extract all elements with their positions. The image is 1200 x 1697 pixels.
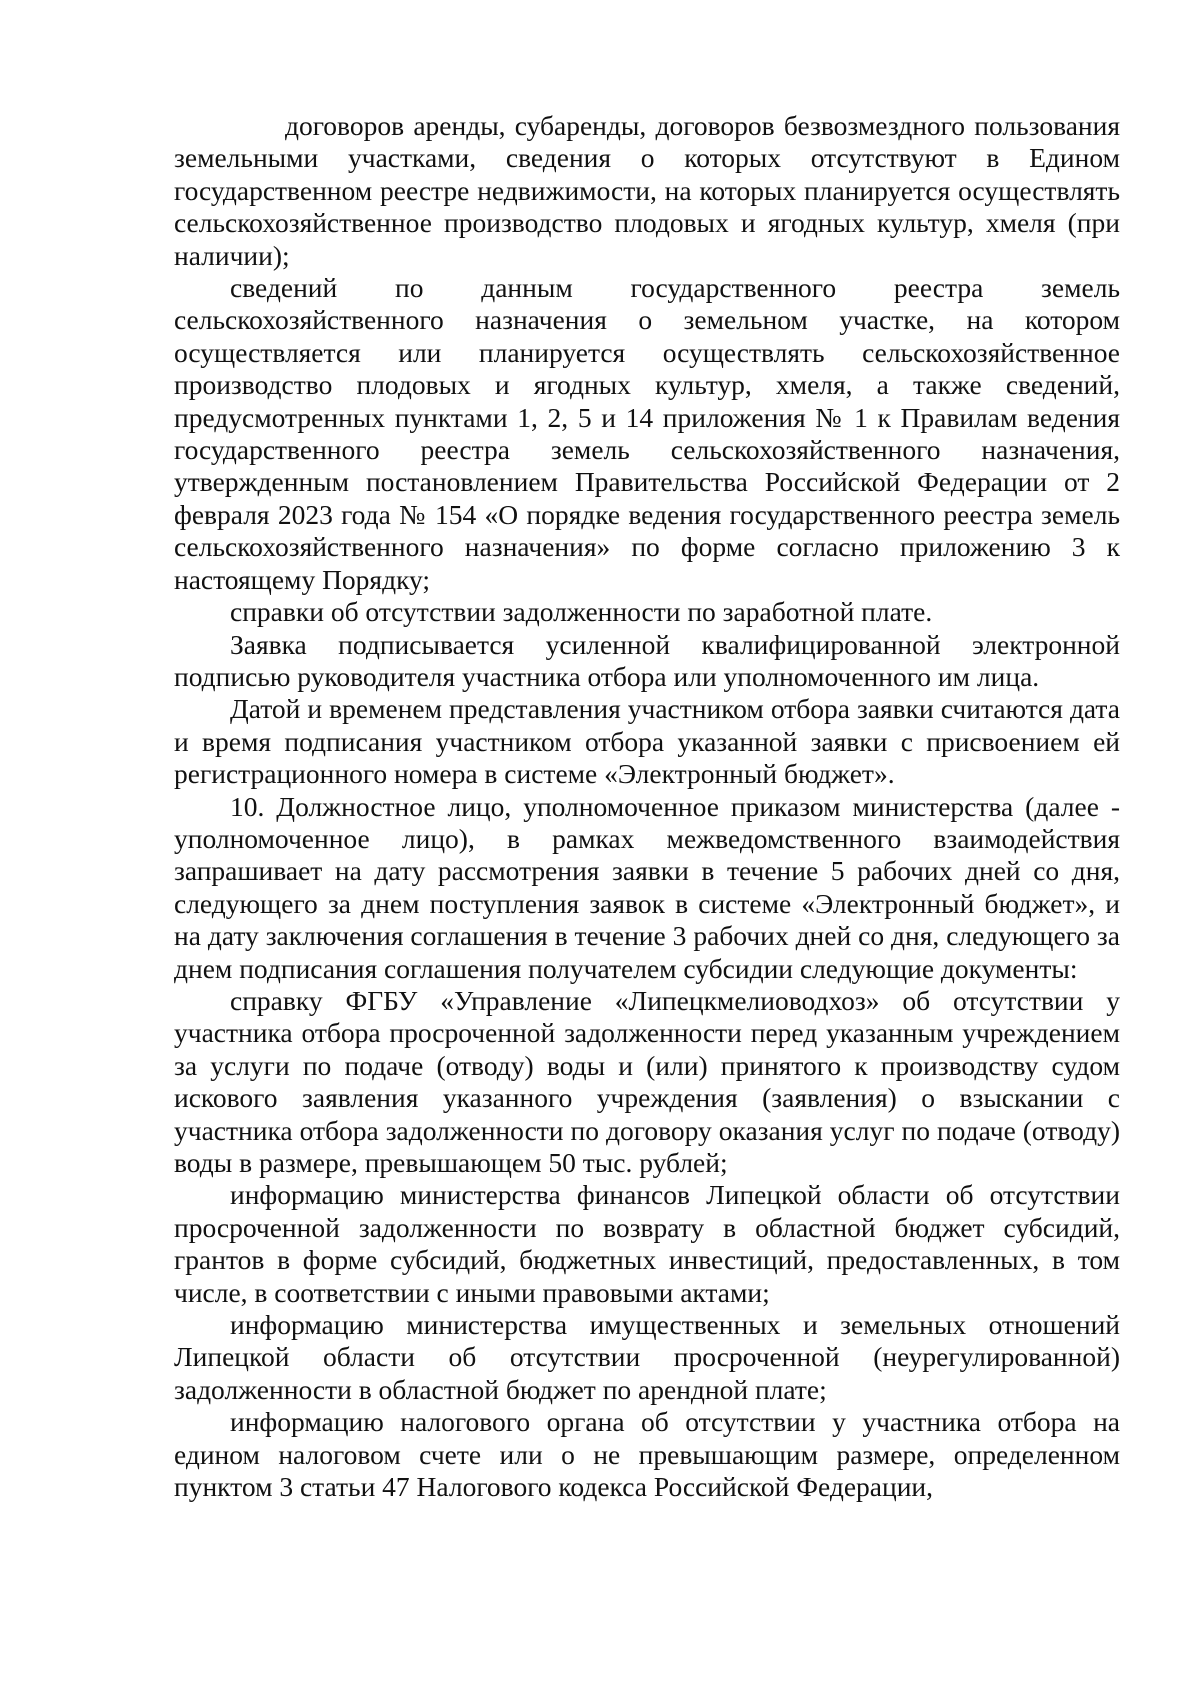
paragraph-finance-ministry-info: информацию министерства финансов Липецкой области об отсутствии просроченной задолженности по возврату в областной бюджет субсидий, грантов в форме субсидий, бюджетных инвестиций, предоставленных, в том числе, в соответствии с иными правовыми актами;	[174, 1179, 1120, 1308]
paragraph-land-registry-info: сведений по данным государственного реестра земель сельскохозяйственного назначения о земельном участке, на котором осуществляется или планируется осуществлять сельскохозяйственное производство плодовых и ягодных культур, хмеля, а также сведений, предусмотренных пунктами 1, 2, 5 и 14 приложения № 1 к Правилам ведения государственного реестра земель сельскохозяйственного назначения, утвержденным постановлением Правительства Российской Федерации от 2 февраля 2023 года № 154 «О порядке ведения государственного реестра земель сельскохозяйственного назначения» по форме согласно приложению 3 к настоящему Порядку;	[174, 272, 1120, 595]
paragraph-item-10-authorized-person: 10. Должностное лицо, уполномоченное приказом министерства (далее - уполномоченное лицо), в рамках межведомственного взаимодействия запрашивает на дату рассмотрения заявки в течение 5 рабочих дней со дня, следующего за днем поступления заявок в системе «Электронный бюджет», и на дату заключения соглашения в течение 3 рабочих дней со дня, следующего за днем подписания соглашения получателем субсидии следующие документы:	[174, 790, 1120, 984]
paragraph-submission-date: Датой и временем представления участником отбора заявки считаются дата и время подписания участником отбора указанной заявки с присвоением ей регистрационного номера в системе «Электронный бюджет».	[174, 693, 1120, 790]
document-body	[174, 110, 1120, 1503]
paragraph-tax-authority-info: информацию налогового органа об отсутствии у участника отбора на едином налоговом счете или о не превышающим размере, определенном пунктом 3 статьи 47 Налогового кодекса Российской Федерации,	[174, 1406, 1120, 1503]
paragraph-application-signature: Заявка подписывается усиленной квалифицированной электронной подписью руководителя участника отбора или уполномоченного им лица.	[174, 628, 1120, 692]
paragraph-wage-arrears-certificate: справки об отсутствии задолженности по заработной плате.	[230, 596, 933, 628]
paragraph-lease-agreements: договоров аренды, субаренды, договоров безвозмездного пользования земельными участками, сведения о которых отсутствуют в Едином государственном реестре недвижимости, на которых планируется осуществлять сельскохозяйственное производство плодовых и ягодных культур, хмеля (при наличии);	[174, 110, 1120, 271]
paragraph-property-ministry-info: информацию министерства имущественных и земельных отношений Липецкой области об отсутствии просроченной (неурегулированной) задолженности в областной бюджет по арендной плате;	[174, 1309, 1120, 1405]
paragraph-water-debt-certificate: справку ФГБУ «Управление «Липецкмелиоводхоз» об отсутствии у участника отбора просроченной задолженности перед указанным учреждением за услуги по подаче (отводу) воды и (или) принятого к производству судом искового заявления указанного учреждения (заявления) о взыскании с участника отбора задолженности по договору оказания услуг по подаче (отводу) воды в размере, превышающем 50 тыс. рублей;	[174, 984, 1120, 1178]
